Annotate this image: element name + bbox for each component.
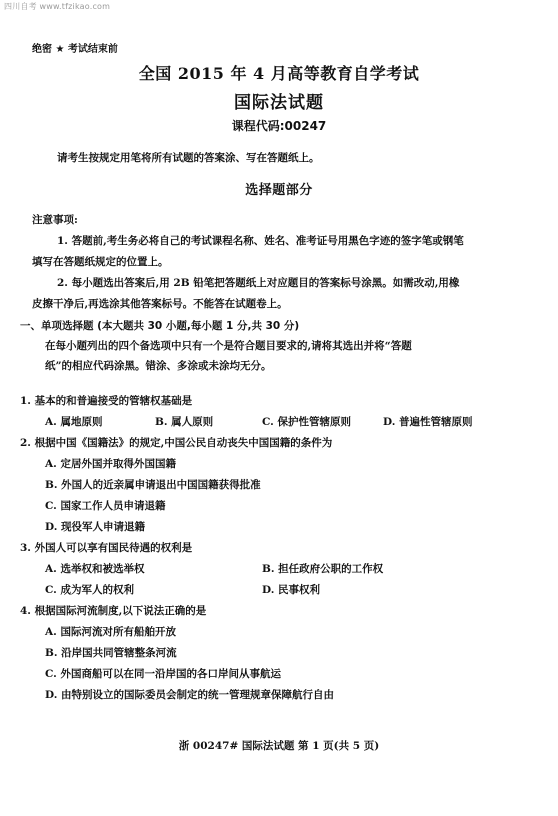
watermark: 四川自考 www.tfzikao.com (4, 2, 111, 11)
question-2-option-b: B. 外国人的近亲属申请退出中国国籍获得批准 (45, 479, 261, 491)
question-4-option-c: C. 外国商船可以在同一沿岸国的各口岸间从事航运 (45, 668, 281, 680)
note-line: 皮擦干净后,再选涂其他答案标号。不能答在试题卷上。 (32, 298, 288, 310)
part-one-heading: 一、单项选择题 (本大题共 30 小题,每小题 1 分,共 30 分) (20, 320, 300, 332)
question-4-option-a: A. 国际河流对所有船舶开放 (45, 626, 176, 638)
question-2-option-a: A. 定居外国并取得外国国籍 (45, 458, 176, 470)
question-3-option-a: A. 选举权和被选举权 (45, 563, 145, 575)
course-code: 课程代码:00247 (231, 119, 327, 133)
question-1-option-d: D. 普遍性管辖原则 (383, 416, 473, 428)
question-2-option-c: C. 国家工作人员申请退籍 (45, 500, 166, 512)
question-1-option-b: B. 属人原则 (155, 416, 214, 428)
question-4-option-b: B. 沿岸国共同管辖整条河流 (45, 647, 177, 659)
question-3-stem: 3. 外国人可以享有国民待遇的权利是 (20, 542, 193, 554)
question-1-option-a: A. 属地原则 (45, 416, 103, 428)
note-line: 1. 答题前,考生务必将自己的考试课程名称、姓名、准考证号用黑色字迹的签字笔或钢笔 (57, 235, 464, 247)
note-line: 填写在答题纸规定的位置上。 (32, 256, 169, 268)
part-one-desc-line: 纸”的相应代码涂黑。错涂、多涂或未涂均无分。 (45, 360, 272, 372)
section-title: 选择题部分 (245, 183, 313, 198)
paper-title: 国际法试题 (234, 93, 324, 113)
answer-instruction: 请考生按规定用笔将所有试题的答案涂、写在答题纸上。 (57, 152, 320, 164)
note-line: 2. 每小题选出答案后,用 2B 铅笔把答题纸上对应题目的答案标号涂黑。如需改动,用橡 (57, 277, 460, 289)
question-3-option-d: D. 民事权利 (262, 584, 321, 596)
question-1-stem: 1. 基本的和普遍接受的管辖权基础是 (20, 395, 193, 407)
part-one-desc-line: 在每小题列出的四个备选项中只有一个是符合题目要求的,请将其选出并将“答题 (45, 340, 412, 352)
question-4-option-d: D. 由特别设立的国际委员会制定的统一管理规章保障航行自由 (45, 689, 335, 701)
secret-label: 绝密 ★ 考试结束前 (32, 44, 118, 55)
question-4-stem: 4. 根据国际河流制度,以下说法正确的是 (20, 605, 207, 617)
question-3-option-b: B. 担任政府公职的工作权 (262, 563, 384, 575)
question-2-stem: 2. 根据中国《国籍法》的规定,中国公民自动丧失中国国籍的条件为 (20, 437, 333, 449)
question-1-option-c: C. 保护性管辖原则 (262, 416, 351, 428)
question-2-option-d: D. 现役军人申请退籍 (45, 521, 146, 533)
question-3-option-c: C. 成为军人的权利 (45, 584, 134, 596)
page-footer: 浙 00247# 国际法试题 第 1 页(共 5 页) (178, 740, 380, 752)
notes-heading: 注意事项: (32, 214, 78, 226)
exam-title: 全国 2015 年 4 月高等教育自学考试 (138, 64, 420, 83)
